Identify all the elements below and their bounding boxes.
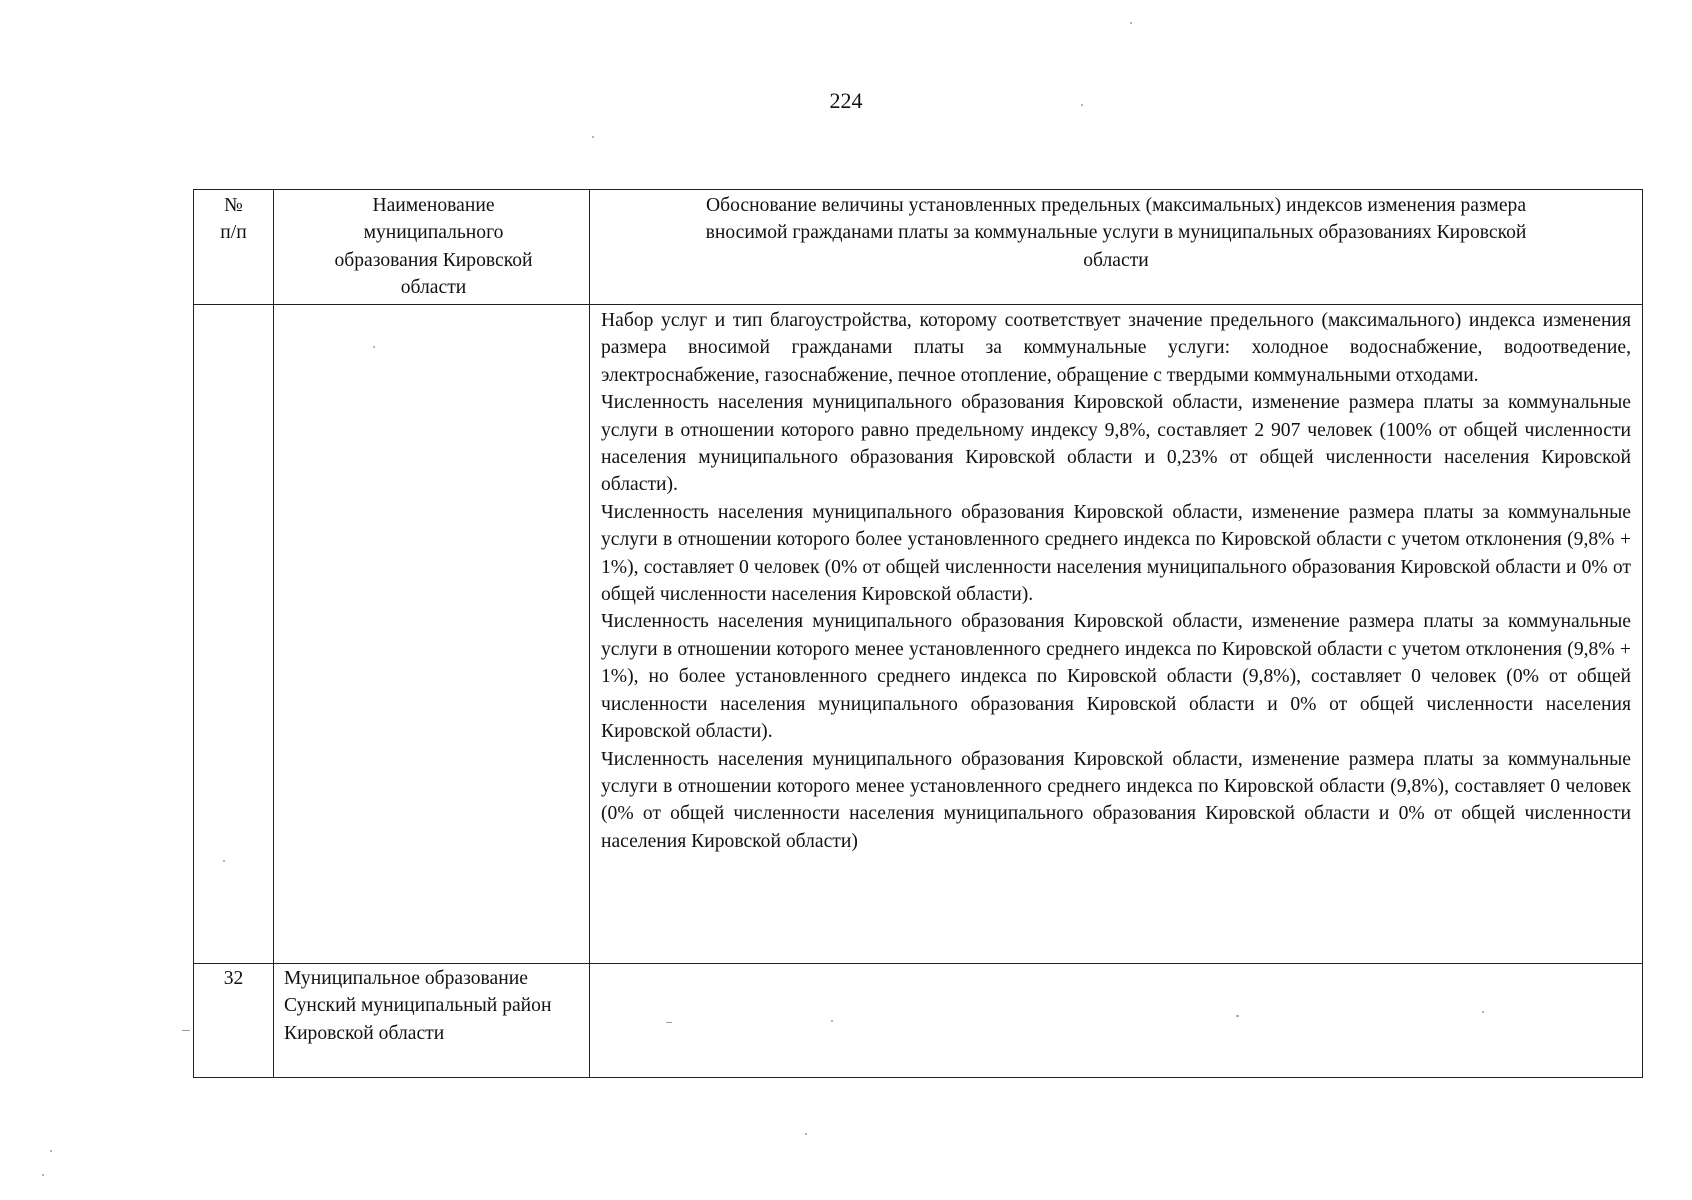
scan-speck [50, 1150, 52, 1152]
scan-speck [805, 1133, 807, 1135]
row-num-cell: 32 [194, 964, 274, 1078]
scan-speck [831, 1020, 833, 1022]
paragraph-population-below: Численность населения муниципального образования Кировской области, изменение размера платы за коммунальные услуги в отношении которого менее установленного среднего индекса по Кировской области (9,8%), составляет 0 человек (0% от общей численности населения муниципального образования Кировской области и 0% от общей численности населения Кировской области) [601, 748, 1631, 852]
paragraph-services: Набор услуг и тип благоустройства, которому соответствует значение предельного (максимального) индекса изменения размера вносимой гражданами платы за коммунальные услуги: холодное водоснабжение, водоотведение, электроснабжение, газоснабжение, печное отопление, обращение с твердыми коммунальными отходами. [601, 310, 1631, 386]
scan-speck [223, 860, 225, 862]
scan-speck [182, 1030, 190, 1031]
row-name-cell: Муниципальное образование Сунский муниципальный район Кировской области [274, 964, 590, 1078]
scan-speck [592, 136, 594, 138]
scan-speck [1081, 104, 1083, 106]
header-justification: Обоснование величины установленных предельных (максимальных) индексов изменения размера вносимой гражданами платы за коммунальные услуги в муниципальных образованиях Кировской области [590, 190, 1643, 305]
table-row [194, 964, 1643, 1078]
justification-text [590, 305, 1642, 855]
paragraph-population-between: Численность населения муниципального образования Кировской области, изменение размера платы за коммунальные услуги в отношении которого менее установленного среднего индекса по Кировской области с учетом отклонения (9,8% + 1%), но более установленного среднего индекса по Кировской области (9,8%), составляет 0 человек (0% от общей численности населения муниципального образования Кировской области и 0% от общей численности населения Кировской области). [601, 611, 1631, 743]
row-name-cell [274, 305, 590, 964]
row-justification-cell [590, 964, 1643, 1078]
table-row [194, 305, 1643, 964]
scan-speck [1236, 1015, 1239, 1017]
justification-table [193, 189, 1643, 1078]
row-num-cell [194, 305, 274, 964]
table-header-row [194, 190, 1643, 305]
scan-speck [42, 1174, 44, 1176]
scan-speck [373, 346, 375, 348]
scan-speck [1130, 22, 1132, 24]
paragraph-population-equal: Численность населения муниципального образования Кировской области, изменение размера платы за коммунальные услуги в отношении которого равно предельному индексу 9,8%, составляет 2 907 человек (100% от общей численности населения муниципального образования Кировской области и 0,23% от общей численности населения Кировской области). [601, 392, 1631, 496]
header-name: Наименование муниципального образования Кировской области [274, 190, 590, 305]
scan-speck [1482, 1011, 1484, 1013]
header-num: № п/п [194, 190, 274, 305]
row-justification-cell [590, 305, 1643, 964]
scan-speck [666, 1022, 672, 1023]
page-number: 224 [829, 88, 863, 113]
paragraph-population-above: Численность населения муниципального образования Кировской области, изменение размера платы за коммунальные услуги в отношении которого более установленного среднего индекса по Кировской области с учетом отклонения (9,8% + 1%), составляет 0 человек (0% от общей численности населения муниципального образования Кировской области и 0% от общей численности населения Кировской области). [601, 501, 1631, 606]
